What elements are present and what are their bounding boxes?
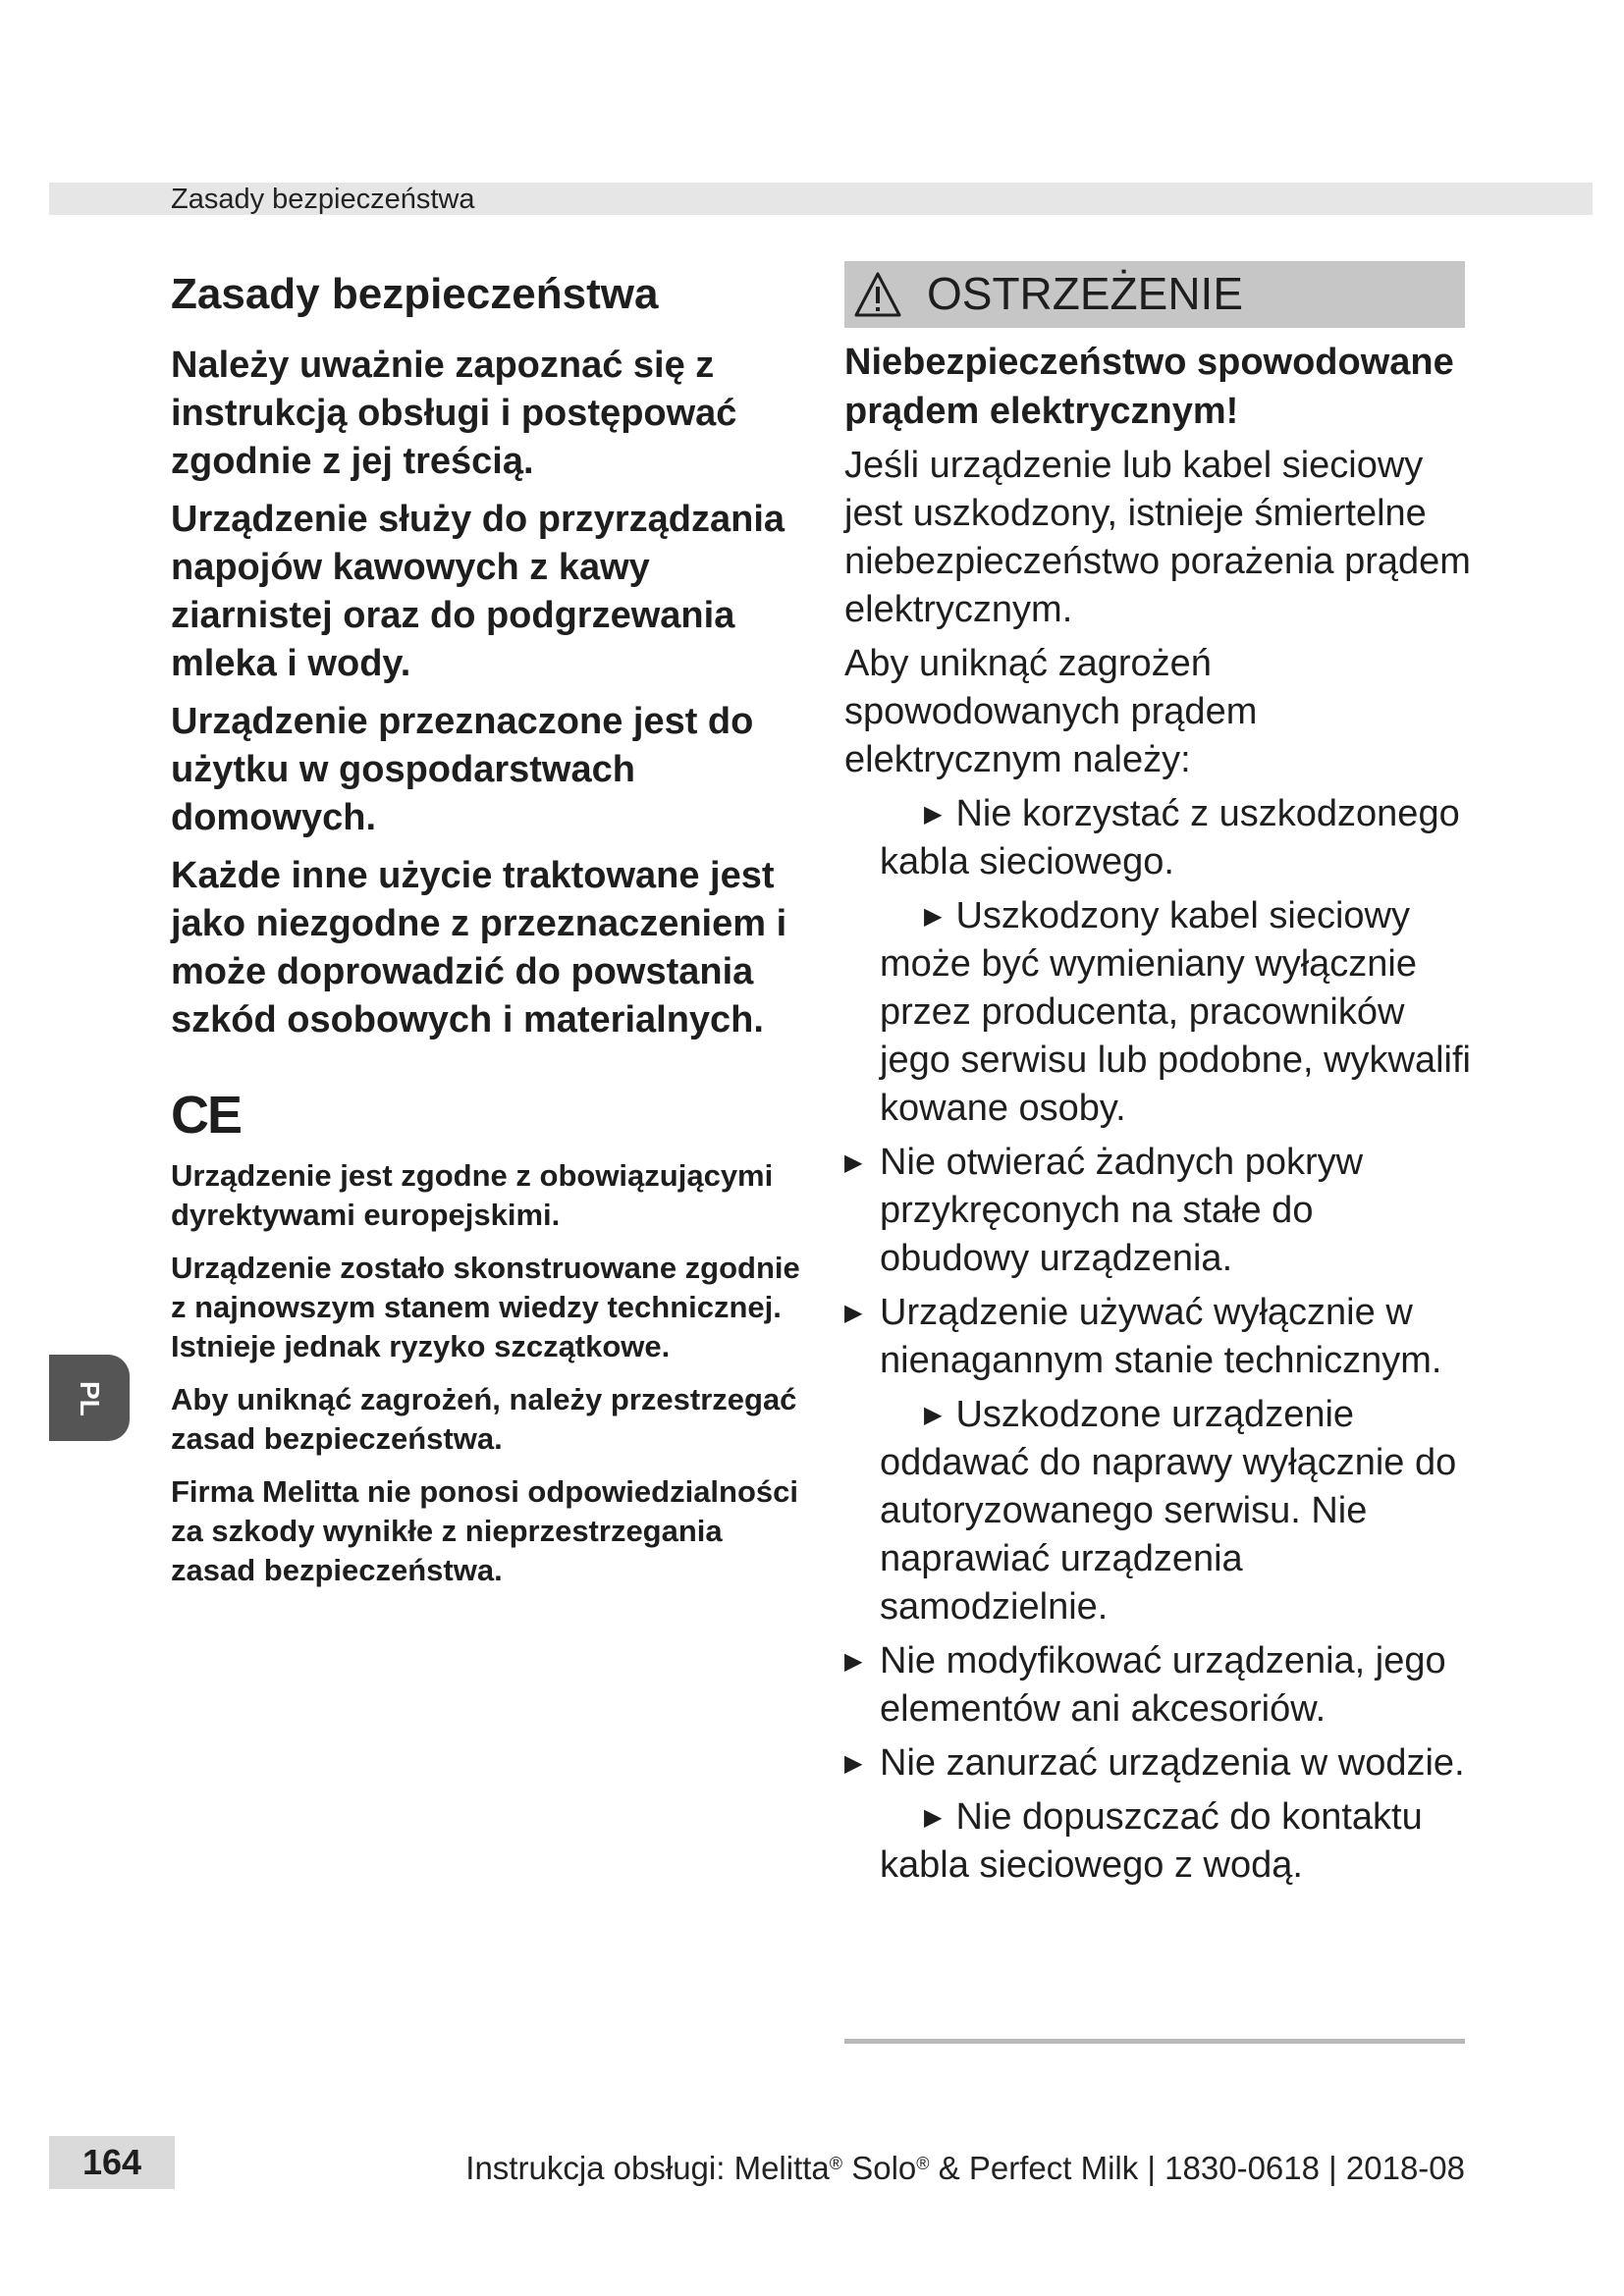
bullet-arrow-icon: ▶ xyxy=(844,1149,863,1176)
bullet-item xyxy=(844,1739,1473,1788)
bullet-item xyxy=(844,790,1473,886)
bullet-arrow-icon: ▶ xyxy=(924,1402,943,1428)
footer-doc-code: | 1830-0618 | 2018-08 xyxy=(1147,2150,1465,2186)
registered-mark: ® xyxy=(916,2154,930,2173)
bullet-item xyxy=(844,1637,1473,1734)
registered-mark: ® xyxy=(829,2154,843,2173)
bullet-item xyxy=(844,1391,1473,1631)
bullet-item xyxy=(844,1139,1473,1283)
bullet-arrow-icon: ▶ xyxy=(924,903,943,930)
bullet-arrow-icon: ▶ xyxy=(844,1750,863,1777)
bullet-text: Nie korzystać z uszkodzonego kabla sieciowego. xyxy=(880,793,1460,882)
misuse-paragraph: Każde inne użycie traktowane jest jako niezgodne z przeznaczeniem i może doprowadzić do powstania szkód osobowych i materialnych. xyxy=(171,855,787,1041)
left-column xyxy=(171,265,809,1604)
footer-product-solo: Solo xyxy=(842,2150,917,2186)
liability-paragraph: Firma Melitta nie ponosi odpowiedzialności za szkody wynikłe z nieprzestrzegania zasad bezpieczeństwa. xyxy=(171,1474,799,1587)
purpose-paragraph: Urządzenie służy do przyrządzania napojów kawowych z kawy ziarnistej oraz do podgrzewania mleka i wody. xyxy=(171,499,785,684)
safety-rules-paragraph: Aby uniknąć zagrożeń, należy przestrzegać zasad bezpieczeństwa. xyxy=(171,1382,797,1456)
bullet-item xyxy=(844,1289,1473,1385)
page-number-box xyxy=(49,2136,175,2189)
ce-mark-icon: CE xyxy=(171,1086,242,1145)
bullet-item xyxy=(844,1793,1473,1890)
page-number: 164 xyxy=(81,2142,142,2182)
bullet-text: Uszkodzony kabel sieciowy może być wymieniany wyłącznie przez producenta, pracowników jego serwisu lub podobne, wykwalifi kowane osoby. xyxy=(880,895,1471,1129)
bullet-text: Nie zanurzać urządzenia w wodzie. xyxy=(880,1742,1465,1784)
header-section-title: Zasady bezpieczeństwa xyxy=(171,184,475,215)
intro-paragraph: Należy uważnie zapoznać się z instrukcją obsługi i postępować zgodnie z jej treścią. xyxy=(171,345,737,482)
language-code: PL xyxy=(75,1381,105,1416)
page-title: Zasady bezpieczeństwa xyxy=(171,270,659,318)
bullet-text: Nie dopuszczać do kontaktu kabla sieciowego z wodą. xyxy=(880,1796,1423,1886)
danger-lead: Aby uniknąć zagrożeń spowodowanych prądem elektrycznym należy: xyxy=(844,643,1258,780)
header-bar xyxy=(49,183,1593,215)
bullet-item xyxy=(844,892,1473,1133)
footer-document-info xyxy=(465,2144,1465,2188)
warning-triangle-icon xyxy=(854,271,901,318)
bullet-arrow-icon: ▶ xyxy=(844,1648,863,1675)
bullet-text: Urządzenie używać wyłącznie w nienagannym stanie technicznym. xyxy=(880,1292,1442,1381)
warning-label: OSTRZEŻENIE xyxy=(927,268,1244,319)
warning-header xyxy=(844,261,1465,328)
footer-product-rest: & Perfect Milk xyxy=(929,2150,1139,2186)
conformity-paragraph: Urządzenie jest zgodne z obowiązującymi dyrektywami europejskimi. xyxy=(171,1158,774,1232)
language-tab xyxy=(49,1355,130,1441)
bullet-arrow-icon: ▶ xyxy=(924,1804,943,1831)
bullet-arrow-icon: ▶ xyxy=(844,1300,863,1326)
bullet-text: Nie otwierać żadnych pokryw przykręconych na stałe do obudowy urządzenia. xyxy=(880,1142,1364,1279)
household-paragraph: Urządzenie przeznaczone jest do użytku w gospodarstwach domowych. xyxy=(171,701,754,838)
warning-column xyxy=(844,261,1473,1896)
danger-intro: Jeśli urządzenie lub kabel sieciowy jest uszkodzony, istnieje śmiertelne niebezpieczeństwo porażenia prądem elektrycznym. xyxy=(844,445,1471,630)
bullet-arrow-icon: ▶ xyxy=(924,801,943,828)
residual-risk-paragraph: Urządzenie zostało skonstruowane zgodnie z najnowszym stanem wiedzy technicznej. Istnieje jednak ryzyko szczątkowe. xyxy=(171,1251,800,1363)
footer-manual-prefix: Instrukcja obsługi: Melitta xyxy=(465,2150,830,2186)
bullet-text: Uszkodzone urządzenie oddawać do naprawy wyłącznie do autoryzowanego serwisu. Nie naprawiać urządzenia samodzielnie. xyxy=(880,1394,1457,1628)
warning-bottom-rule xyxy=(844,2039,1465,2044)
danger-title: Niebezpieczeństwo spowodowane prądem elektrycznym! xyxy=(844,342,1454,432)
bullet-text: Nie modyfikować urządzenia, jego elementów ani akcesoriów. xyxy=(880,1640,1446,1730)
